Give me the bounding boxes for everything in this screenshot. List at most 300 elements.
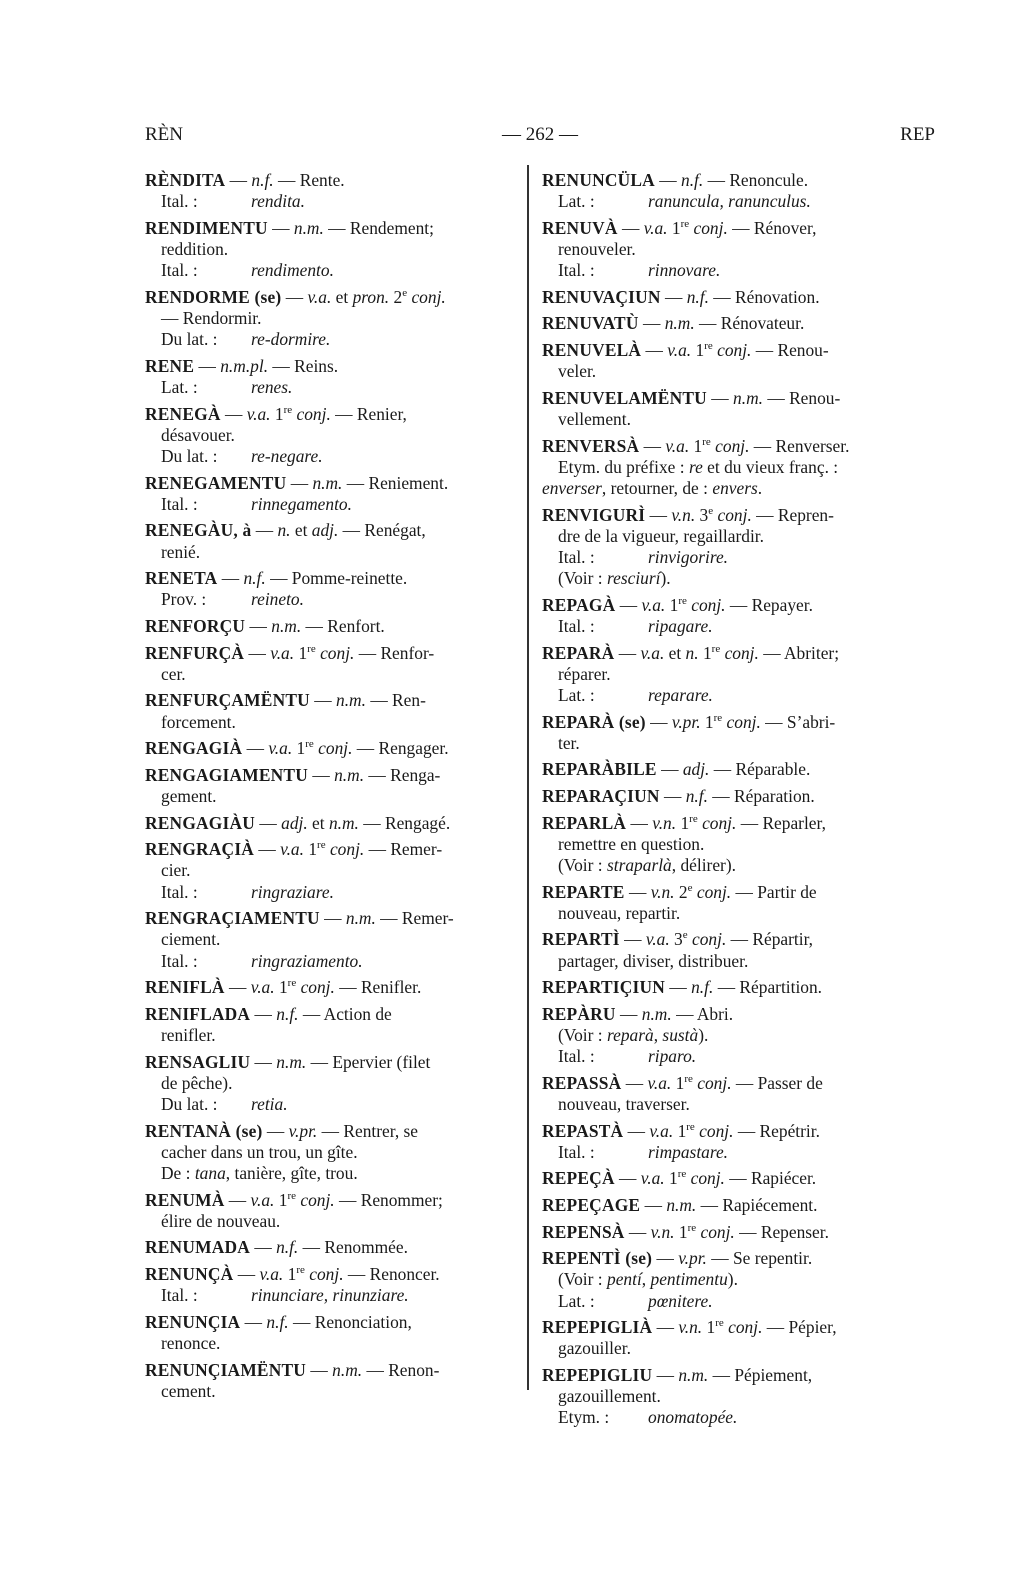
dictionary-entry [542,1121,920,1163]
entry-first-line [542,1168,920,1189]
etymology-line [542,547,920,568]
dictionary-entry [145,218,518,282]
note-line: (Voir : resciurí). [558,568,671,589]
headword: REPARÀ (se) [542,711,646,732]
entry-first-line [542,436,920,457]
entry-first-line [542,1317,920,1338]
headword: RÈNDITA [145,170,226,190]
headword: RENGRAÇIÀ [145,839,255,860]
dictionary-entry [145,1052,518,1116]
dictionary-entry [145,616,518,637]
definition: — v.a. 1re conj. — Rapiécer. [614,1168,817,1189]
etymology-value: ranuncula, ranunculus. [648,191,811,212]
definition: — n.m. — Rénovateur. [638,313,805,334]
etymology-value: ringraziamento. [251,950,363,971]
definition-continuation: renonce. [161,1332,221,1353]
dictionary-entry [542,712,920,754]
etymology-label: Ital. : [161,881,198,902]
dictionary-entry [145,1237,518,1258]
entry-first-line [542,595,920,616]
definition: — n.f. — Pomme-reinette. [217,568,408,589]
definition-continuation: désavouer. [161,424,235,445]
entry-first-line [145,908,518,929]
entry-first-line [145,813,518,834]
definition: — adj. et n.m. — Rengagé. [255,812,451,833]
definition: — v.a. 1re conj. — Renoncer. [233,1263,440,1284]
definition: — v.pr. 1re conj. — S’abri- [645,711,836,732]
etymology-value: rinnegamento. [251,493,352,514]
definition: — v.a. 1re conj. — Renverser. [639,435,850,456]
headword: RENIFLÀ [145,977,225,998]
definition: — n.m. — Renfort. [245,615,385,636]
headword: RENUNÇÀ [145,1263,234,1284]
definition-continuation: nouveau, repartir. [558,902,681,923]
definition: — v.pr. — Se repentir. [652,1248,813,1269]
dictionary-entry [145,1121,518,1185]
definition-continuation: de pêche). [161,1072,233,1093]
definition: — n.f. — Action de [250,1003,392,1024]
etymology-label: Lat. : [558,191,595,212]
definition-continuation: gazouiller. [558,1338,631,1359]
headword: REPARTIÇIUN [542,977,666,998]
etymology-value: rinunciare, rinunziare. [251,1285,409,1306]
headword: REPARÀ [542,642,615,663]
headword: REPARLÀ [542,812,627,833]
headword: RENUMÀ [145,1189,225,1210]
definition-continuation: élire de nouveau. [161,1210,281,1231]
dictionary-entry [145,1190,518,1232]
etymology-line [145,377,518,398]
etymology-line [542,1142,920,1163]
definition: — n.m. — Remer- [319,908,454,929]
etymology-line [145,882,518,903]
headword: RENEGAMENTU [145,472,287,493]
entry-first-line [542,1121,920,1142]
entry-first-line [145,690,518,711]
etymology-line [145,1285,518,1306]
dictionary-entry [145,839,518,903]
headword: RENEGÀU, à [145,520,252,541]
entry-first-line [542,218,920,239]
entry-first-line [145,404,518,425]
dictionary-entry [542,218,920,282]
entry-first-line [145,616,518,637]
headword: REPEÇÀ [542,1168,615,1189]
entry-first-line [542,388,920,409]
headword: REPENSÀ [542,1221,625,1242]
entry-first-line [145,1190,518,1211]
etymology-value: ripagare. [648,615,713,636]
definition-continuation: ciement. [161,929,221,950]
etymology-label: Ital. : [558,546,595,567]
etymology-label: Du lat. : [161,1093,218,1114]
etymology-label: Du lat. : [161,446,218,466]
dictionary-entry [542,1073,920,1115]
definition: — n.f. — Renoncule. [654,170,809,190]
definition: — n.f. — Rénovation. [660,286,820,307]
headword: REPASSÀ [542,1072,622,1093]
definition: — v.a. 1re conj. — Renifler. [224,977,422,998]
entry-first-line [145,1052,518,1073]
headword: RENUVATÙ [542,313,639,334]
entry-first-line [542,712,920,733]
headword: RENGRAÇIAMENTU [145,908,320,929]
headword: REPARTÌ [542,929,620,950]
definition: — n.m. — Renga- [308,764,441,785]
headword: RENVERSÀ [542,435,640,456]
headword: REPARÀBILE [542,759,657,780]
definition: — v.a. 1re conj. — Renier, [220,403,407,424]
definition: — v.n. 2e conj. — Partir de [624,881,817,902]
etymology-label: Ital. : [161,950,198,971]
headword: REPÀRU [542,1003,616,1024]
guide-word-right: REP [900,124,935,145]
definition: — n.m.pl. — Reins. [194,355,339,376]
etymology-label: Ital. : [558,1141,595,1162]
etymology-line [145,446,518,467]
headword: REPARTE [542,881,625,902]
definition-continuation: vellement. [558,408,631,429]
etymology-label: Ital. : [161,493,198,514]
entry-first-line [145,839,518,860]
definition: — adj. — Réparable. [656,759,811,780]
definition: — v.a. 1re conj. — Rengager. [242,738,449,759]
headword: RENIFLADA [145,1003,251,1024]
etymology-value: reparare. [648,684,713,705]
headword: RENVIGURÌ [542,504,646,525]
headword: REPEPIGLIÀ [542,1317,653,1338]
dictionary-entry [542,287,920,308]
headword: RENUNCÜLA [542,170,655,190]
dictionary-entry [145,568,518,610]
definition-continuation: gazouillement. [558,1386,661,1407]
definition: — n. et adj. — Renégat, [251,520,426,541]
entry-first-line [145,1312,518,1333]
definition-continuation: nouveau, traverser. [558,1093,690,1114]
dictionary-entry [542,313,920,334]
dictionary-entry [542,1365,920,1429]
definition-continuation: dre de la vigueur, regaillardir. [558,525,764,546]
definition-continuation: renifler. [161,1024,216,1045]
dictionary-entry [542,1195,920,1216]
dictionary-entry [542,1317,920,1359]
definition: — n.m. — Pépiement, [652,1364,813,1385]
entry-first-line [542,287,920,308]
definition: — n.f. — Répartition. [665,977,823,998]
dictionary-entry [145,908,518,972]
definition-continuation: — Rendormir. [161,308,262,328]
headword: RENUNÇIA [145,1311,241,1332]
headword: RENEGÀ [145,403,221,424]
definition: — n.f. — Réparation. [659,785,815,806]
entry-first-line [145,1264,518,1285]
entry-first-line [542,643,920,664]
headword: RENUVÀ [542,217,618,238]
entry-first-line [542,759,920,780]
etymology-value: rinvigorire. [648,546,729,567]
note-line: (Voir : pentí, pentimentu). [558,1269,738,1290]
etymology-line [542,616,920,637]
definition: — v.a. 1re conj. — Renfor- [244,642,435,663]
etymology-label: Ital. : [558,1046,595,1067]
headword: RENUNÇIAMËNTU [145,1359,307,1380]
entry-first-line [542,929,920,950]
definition: — n.m. — Ren- [309,690,426,711]
headword: REPEPIGLIU [542,1364,653,1385]
definition: — v.a. 1re conj. — Repayer. [615,594,813,615]
note-line: De : tana, tanière, gîte, trou. [161,1162,358,1183]
etymology-value: renes. [251,377,293,397]
etymology-line [145,951,518,972]
etymology-line [542,191,920,212]
entry-first-line [542,170,920,191]
headword: RENUVAÇIUN [542,286,661,307]
definition: — n.m. — Rendement; [267,217,434,238]
etymology-label: Lat. : [161,377,198,397]
etymology-value: ringraziare. [251,881,334,902]
entry-first-line [145,1237,518,1258]
etymology-value: rimpastare. [648,1141,729,1162]
entry-first-line [145,218,518,239]
entry-first-line [145,1004,518,1025]
dictionary-entry [542,1004,920,1068]
definition-continuation: cement. [161,1380,216,1401]
etymology-line [145,329,518,350]
etymology-label: Prov. : [161,589,207,610]
entry-first-line [145,643,518,664]
definition: — v.a. et pron. 2e conj. [281,286,446,307]
definition: — n.f. — Renonciation, [240,1311,412,1332]
etymology-label: Lat. : [558,684,595,705]
etymology-label: Ital. : [161,260,198,281]
dictionary-entry [145,170,518,212]
dictionary-entry [145,473,518,515]
guide-word-left: RÈN [145,124,183,145]
entry-first-line [542,786,920,807]
etymology-line [542,1046,920,1067]
headword: RENUMADA [145,1237,250,1258]
entry-first-line [145,287,518,308]
etymology-value: reineto. [251,589,304,610]
dictionary-entry [145,520,518,562]
dictionary-entry [542,388,920,430]
etymology-value: onomatopée. [648,1407,738,1428]
definition-continuation: remettre en question. [558,833,705,854]
definition-continuation: renié. [161,541,201,562]
definition-continuation: renouveler. [558,239,636,259]
definition: — v.n. 1re conj. — Repenser. [624,1221,829,1242]
etymology-value: re-dormire. [251,329,331,350]
entry-first-line [542,340,920,361]
definition: — v.a. et n. 1re conj. — Abriter; [614,642,840,663]
definition: — n.m. — Renou- [706,387,841,408]
definition: — n.f. — Rente. [225,170,345,190]
definition-continuation: cer. [161,663,186,684]
etymology-label: Ital. : [558,260,595,281]
definition: — v.pr. — Rentrer, se [262,1120,419,1141]
definition: — n.m. — Epervier (filet [250,1051,431,1072]
entry-first-line [542,1248,920,1269]
headword: REPASTÀ [542,1120,624,1141]
dictionary-entry [145,1264,518,1306]
note-line: Etym. du préfixe : re et du vieux franç. : [558,456,839,477]
entry-first-line [145,473,518,494]
dictionary-entry [542,505,920,590]
dictionary-entry [145,690,518,732]
headword: RENDIMENTU [145,217,268,238]
entry-first-line [542,1222,920,1243]
definition: — v.a. 1re conj. — Passer de [621,1072,823,1093]
definition-continuation: partager, diviser, distribuer. [558,950,749,971]
headword: REPARAÇIUN [542,785,660,806]
etymology-line [145,1094,518,1115]
etymology-line [542,1407,920,1428]
etymology-value: riparo. [648,1046,697,1067]
definition: — v.a. 1re conj. — Renommer; [224,1189,443,1210]
headword: REPEÇAGE [542,1194,641,1215]
page-number: — 262 — [502,124,578,145]
dictionary-entry [145,287,518,351]
etymology-value: rendimento. [251,260,334,281]
headword: RENGAGIÀ [145,738,243,759]
dictionary-entry [145,813,518,834]
etymology-line [145,191,518,212]
headword: RENUVELAMËNTU [542,387,707,408]
definition: — v.a. 1re conj. — Rénover, [617,217,817,238]
headword: RENTANÀ (se) [145,1120,263,1141]
dictionary-entry [542,929,920,971]
right-column [542,170,920,1434]
dictionary-entry [542,977,920,998]
definition: — v.a. 3e conj. — Répartir, [619,929,814,950]
etymology-value: pœnitere. [648,1290,713,1311]
dictionary-entry [145,643,518,685]
entry-first-line [542,977,920,998]
entry-first-line [145,568,518,589]
entry-first-line [145,520,518,541]
definition: — v.a. 1re conj. — Renou- [641,339,829,360]
note-line: (Voir : reparà, sustà). [558,1024,709,1045]
dictionary-entry [145,1360,518,1402]
dictionary-entry [542,595,920,637]
definition: — n.m. — Reniement. [286,472,449,493]
etymology-value: retia. [251,1093,288,1114]
dictionary-entry [145,356,518,398]
headword: RENUVELÀ [542,339,642,360]
dictionary-entry [145,738,518,759]
definition-continuation: réparer. [558,663,611,684]
etymology-line [145,494,518,515]
left-column [145,170,518,1407]
entry-first-line [542,313,920,334]
dictionary-entry [542,170,920,212]
dictionary-entry [542,813,920,877]
etymology-label: Ital. : [161,191,198,212]
definition: — v.a. 1re conj. — Repétrir. [623,1120,820,1141]
definition-continuation: ter. [558,732,580,753]
headword: RENSAGLIU [145,1051,251,1072]
definition: — n.m. — Rapiécement. [640,1194,818,1215]
dictionary-entry [542,1248,920,1312]
headword: RENETA [145,568,218,589]
entry-first-line [145,170,518,191]
dictionary-entry [145,1004,518,1046]
etymology-value: re-negare. [251,446,323,466]
dictionary-entry [542,759,920,780]
entry-first-line [145,1121,518,1142]
headword: REPAGÀ [542,594,616,615]
dictionary-entry [542,436,920,500]
dictionary-entry [542,340,920,382]
entry-first-line [542,1073,920,1094]
definition-continuation: forcement. [161,711,236,732]
definition: — v.n. 1re conj. — Reparler, [626,812,826,833]
etymology-line [145,589,518,610]
entry-first-line [145,977,518,998]
column-rule [527,165,529,1390]
etymology-value: rendita. [251,191,305,212]
etymology-line [145,260,518,281]
etymology-line [542,260,920,281]
definition: — v.n. 3e conj. — Repren- [645,504,834,525]
etymology-label: Etym. : [558,1407,610,1428]
dictionary-entry [145,404,518,468]
dictionary-entry [542,1222,920,1243]
definition-continuation: gement. [161,785,217,806]
headword: RENDORME (se) [145,286,282,307]
etymology-line [542,1291,920,1312]
dictionary-entry [145,977,518,998]
entry-first-line [542,1004,920,1025]
etymology-label: Ital. : [558,615,595,636]
dictionary-entry [542,882,920,924]
headword: RENGAGIÀU [145,812,256,833]
definition: — v.a. 1re conj. — Remer- [254,839,443,860]
definition: — n.m. — Abri. [615,1003,734,1024]
definition-continuation: veler. [558,361,597,382]
entry-first-line [145,1360,518,1381]
etymology-label: Ital. : [161,1285,198,1306]
entry-first-line [145,765,518,786]
headword: REPENTÌ (se) [542,1248,653,1269]
entry-first-line [542,1195,920,1216]
running-head [145,124,935,152]
headword: RENFURÇAMËNTU [145,690,310,711]
headword: RENGAGIAMENTU [145,764,308,785]
definition-continuation: cacher dans un trou, un gîte. [161,1141,358,1162]
entry-first-line [542,882,920,903]
etymology-line [542,685,920,706]
definition: — v.n. 1re conj. — Pépier, [652,1317,837,1338]
definition-continuation: cier. [161,860,191,881]
dictionary-entry [542,786,920,807]
etymology-value: rinnovare. [648,260,721,281]
note-line: enverser, retourner, de : envers. [542,477,763,498]
entry-first-line [542,813,920,834]
entry-first-line [542,1365,920,1386]
note-line: (Voir : straparlà, délirer). [558,854,737,875]
entry-first-line [145,738,518,759]
headword: RENFURÇÀ [145,642,245,663]
definition-continuation: reddition. [161,239,229,259]
dictionary-entry [145,765,518,807]
dictionary-entry [145,1312,518,1354]
definition: — n.m. — Renon- [306,1359,440,1380]
headword: RENE [145,355,195,376]
dictionary-entry [542,1168,920,1189]
definition: — n.f. — Renommée. [249,1237,408,1258]
etymology-label: Du lat. : [161,329,218,350]
